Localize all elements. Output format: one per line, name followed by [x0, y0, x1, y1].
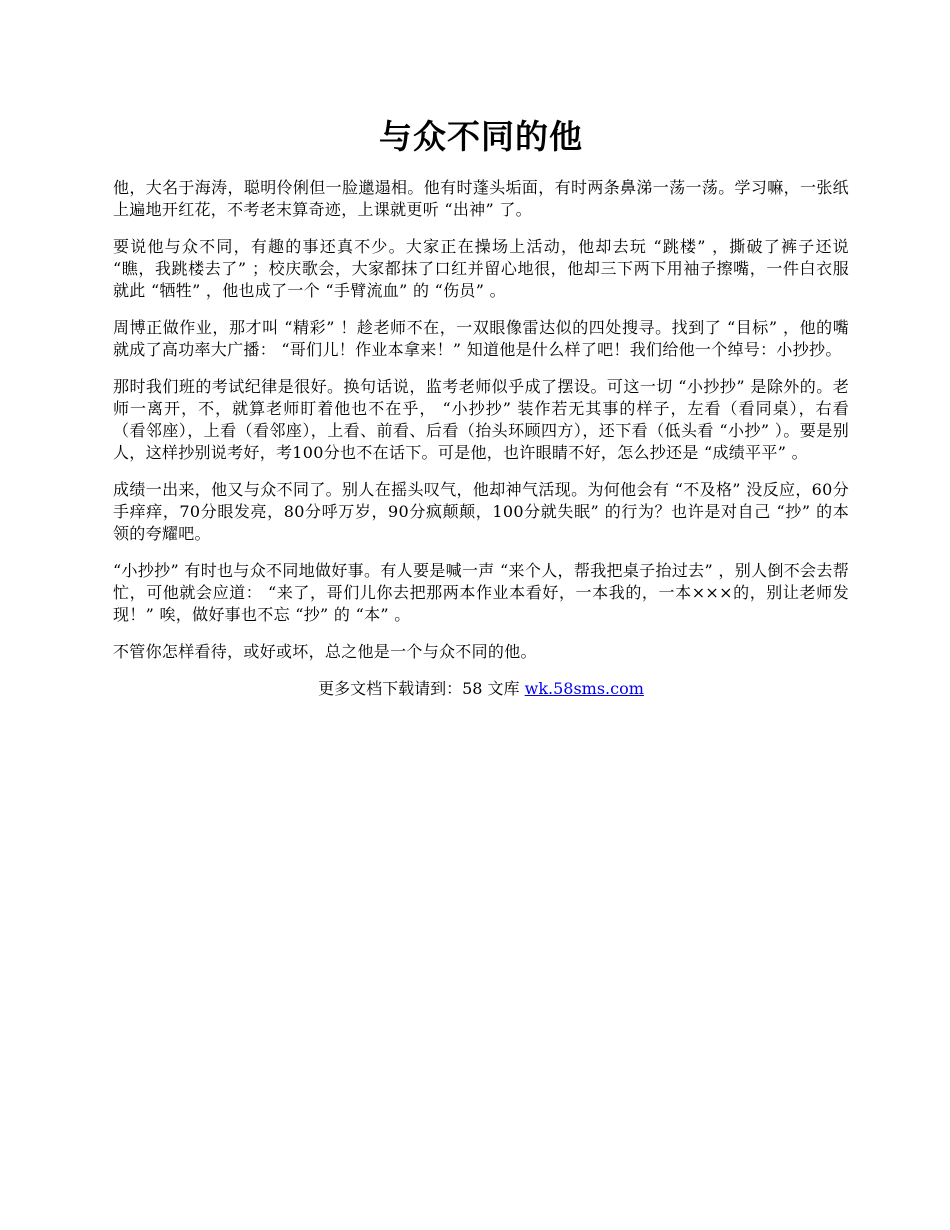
document-page	[113, 112, 849, 700]
paragraph-4: 那时我们班的考试纪律是很好。换句话说，监考老师似乎成了摆设。可这一切 “小抄抄” 是除外的。老师一离开，不，就算老师盯着他也不在乎， “小抄抄” 装作若无其事的样子，左看（看同桌），右看（看邻座），上看（看邻座），上看、前看、后看（抬头环顾四方），还下看（低头看 “小抄” ）。要是别人，这样抄别说考好，考100分也不在话下。可是他，也许眼睛不好，怎么抄还是 “成绩平平” 。	[113, 377, 849, 462]
paragraph-6: “小抄抄” 有时也与众不同地做好事。有人要是喊一声 “来个人，帮我把桌子抬过去” ，别人倒不会去帮忙，可他就会应道： “来了，哥们儿你去把那两本作业本看好，一本我的，一本×××的，别让老师发现！” 唉，做好事也不忘 “抄” 的 “本” 。	[113, 561, 849, 624]
download-footer	[113, 678, 849, 700]
paragraph-7: 不管你怎样看待，或好或坏，总之他是一个与众不同的他。	[113, 642, 537, 661]
paragraph-2: 要说他与众不同，有趣的事还真不少。大家正在操场上活动，他却去玩 “跳楼” ，撕破了裤子还说 “瞧，我跳楼去了” ；校庆歌会，大家都抹了口红并留心地很，他却三下两下用袖子擦嘴，一件白衣服就此 “牺牲” ，他也成了一个 “手臂流血” 的 “伤员” 。	[113, 237, 849, 300]
footer-link[interactable]: wk.58sms.com	[524, 679, 644, 698]
paragraph-5: 成绩一出来，他又与众不同了。别人在摇头叹气，他却神气活现。为何他会有 “不及格” 没反应，60分手痒痒，70分眼发亮，80分呼万岁，90分疯颠颠，100分就失眠” 的行为？也许是对自己 “抄” 的本领的夸耀吧。	[113, 480, 849, 543]
paragraph-1: 他，大名于海涛，聪明伶俐但一脸邋遢相。他有时蓬头垢面，有时两条鼻涕一荡一荡。学习嘛，一张纸上遍地开红花，不考老末算奇迹，上课就更听 “出神” 了。	[113, 178, 849, 219]
document-title: 与众不同的他	[379, 117, 583, 156]
paragraph-3: 周博正做作业，那才叫 “精彩” ！趁老师不在，一双眼像雷达似的四处搜寻。找到了 “目标” ，他的嘴就成了高功率大广播： “哥们儿！作业本拿来！” 知道他是什么样了吧！我们给他一个绰号：小抄抄。	[113, 318, 849, 359]
footer-text: 更多文档下载请到：58 文库	[318, 679, 525, 698]
